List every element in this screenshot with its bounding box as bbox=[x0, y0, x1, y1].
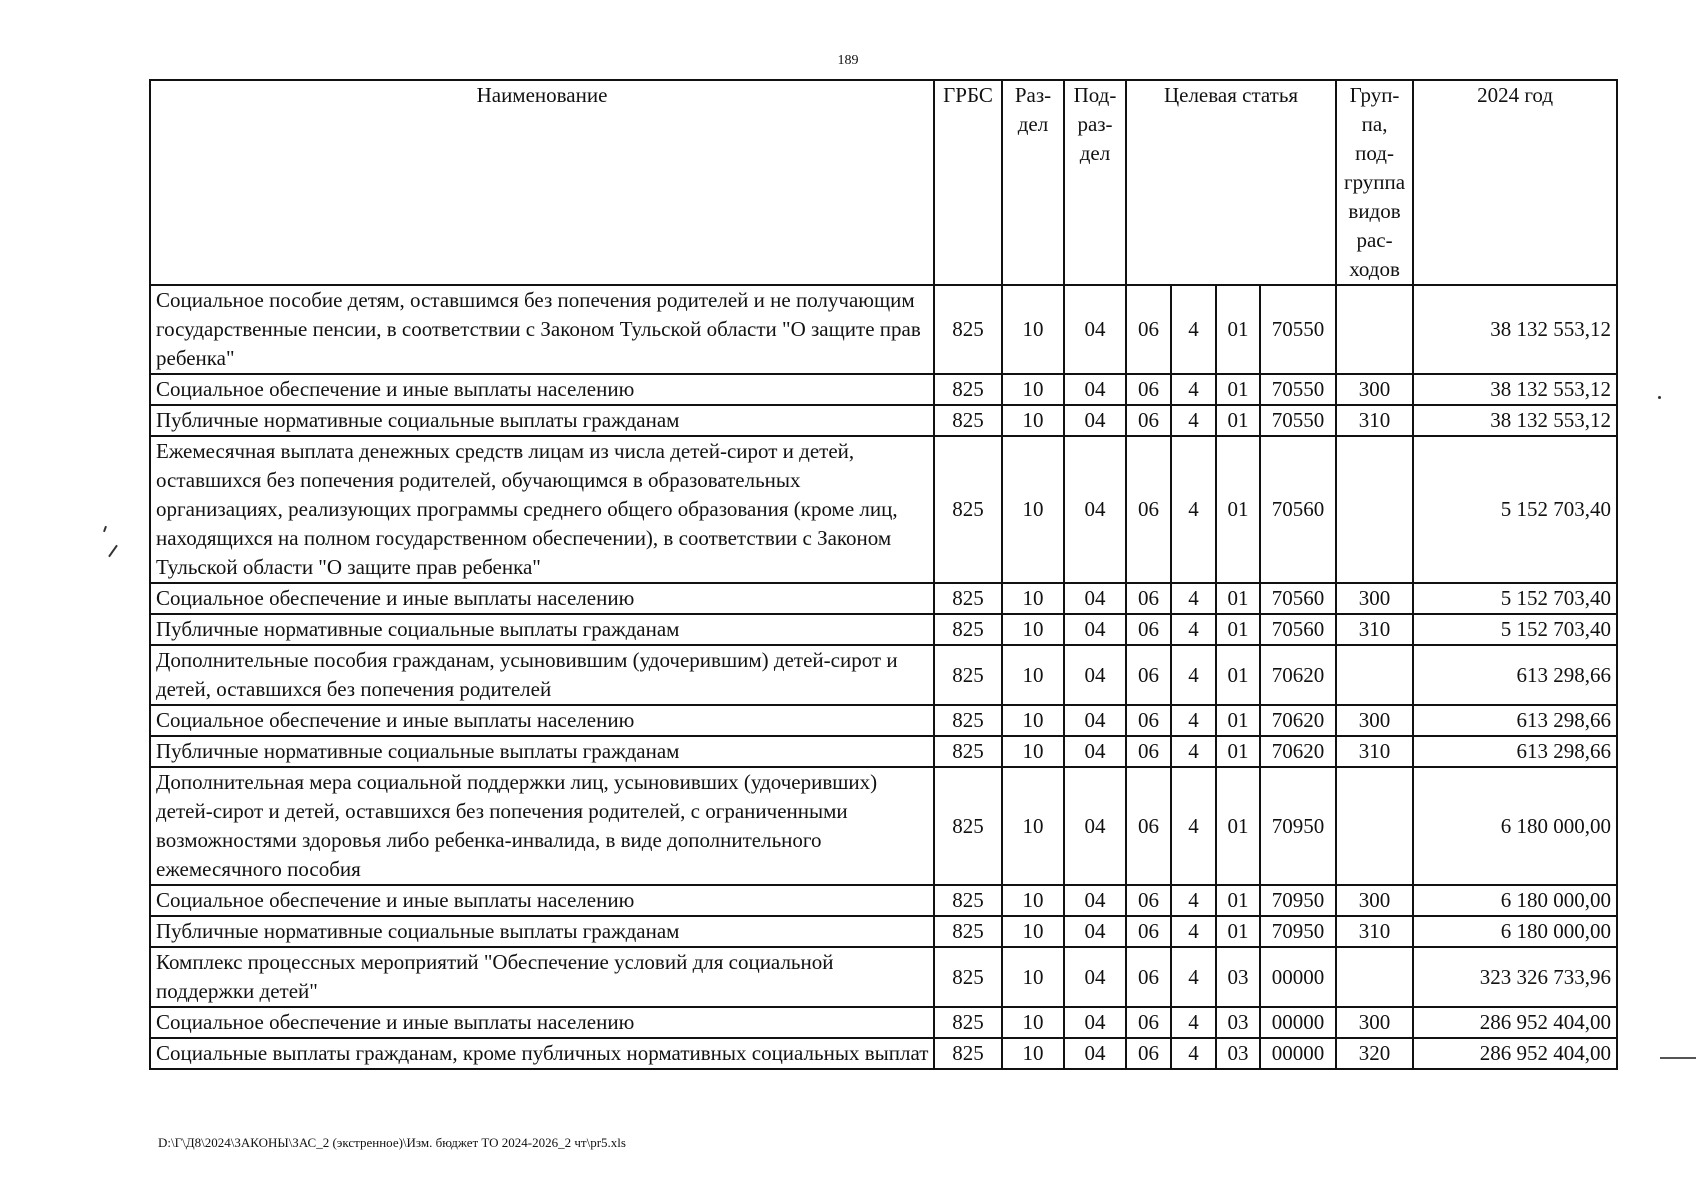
cell-name: Социальное пособие детям, оставшимся без попечения родителей и не получающим государственные пенсии, в соответствии с Законом Тульской области "О защите прав ребенка" bbox=[150, 285, 934, 374]
cell-target-type: 4 bbox=[1171, 767, 1216, 885]
cell-name: Дополнительная мера социальной поддержки лиц, усыновивших (удочеривших) детей-сирот и детей, оставшихся без попечения родителей, с ограниченными возможностями здоровья либо ребенка-инвалида, в виде дополнительного ежемесячного пособия bbox=[150, 767, 934, 885]
cell-amount: 6 180 000,00 bbox=[1413, 916, 1617, 947]
cell-razdel: 10 bbox=[1002, 614, 1064, 645]
cell-amount: 5 152 703,40 bbox=[1413, 583, 1617, 614]
table-body bbox=[150, 285, 1617, 1069]
cell-grbs: 825 bbox=[934, 1038, 1002, 1069]
table-row bbox=[150, 436, 1617, 583]
cell-target-complex: 01 bbox=[1216, 736, 1260, 767]
table-row bbox=[150, 885, 1617, 916]
cell-razdel: 10 bbox=[1002, 736, 1064, 767]
cell-target-direction: 70550 bbox=[1260, 285, 1336, 374]
cell-expense-group bbox=[1336, 767, 1413, 885]
cell-podrazdel: 04 bbox=[1064, 947, 1126, 1007]
cell-amount: 286 952 404,00 bbox=[1413, 1007, 1617, 1038]
cell-grbs: 825 bbox=[934, 285, 1002, 374]
scan-artifact bbox=[103, 526, 107, 532]
cell-podrazdel: 04 bbox=[1064, 767, 1126, 885]
cell-razdel: 10 bbox=[1002, 947, 1064, 1007]
budget-table bbox=[149, 79, 1618, 1070]
cell-target-direction: 70560 bbox=[1260, 436, 1336, 583]
cell-target-type: 4 bbox=[1171, 645, 1216, 705]
cell-expense-group: 300 bbox=[1336, 705, 1413, 736]
table-row bbox=[150, 645, 1617, 705]
cell-amount: 613 298,66 bbox=[1413, 645, 1617, 705]
cell-expense-group: 310 bbox=[1336, 916, 1413, 947]
cell-target-direction: 70950 bbox=[1260, 885, 1336, 916]
cell-amount: 6 180 000,00 bbox=[1413, 767, 1617, 885]
page-number: 189 bbox=[837, 53, 859, 68]
cell-grbs: 825 bbox=[934, 947, 1002, 1007]
header-grbs: ГРБС bbox=[934, 80, 1002, 285]
cell-target-direction: 70550 bbox=[1260, 374, 1336, 405]
scan-artifact bbox=[1660, 1057, 1696, 1059]
cell-target-complex: 01 bbox=[1216, 405, 1260, 436]
cell-razdel: 10 bbox=[1002, 436, 1064, 583]
cell-target-program: 06 bbox=[1126, 645, 1171, 705]
cell-podrazdel: 04 bbox=[1064, 916, 1126, 947]
header-name: Наименование bbox=[150, 80, 934, 285]
cell-podrazdel: 04 bbox=[1064, 374, 1126, 405]
cell-target-complex: 01 bbox=[1216, 705, 1260, 736]
cell-grbs: 825 bbox=[934, 885, 1002, 916]
cell-expense-group: 300 bbox=[1336, 583, 1413, 614]
cell-podrazdel: 04 bbox=[1064, 1038, 1126, 1069]
cell-name: Социальное обеспечение и иные выплаты населению bbox=[150, 1007, 934, 1038]
cell-target-complex: 01 bbox=[1216, 614, 1260, 645]
cell-target-type: 4 bbox=[1171, 916, 1216, 947]
cell-target-complex: 03 bbox=[1216, 947, 1260, 1007]
cell-target-type: 4 bbox=[1171, 705, 1216, 736]
cell-name: Социальное обеспечение и иные выплаты населению bbox=[150, 705, 934, 736]
table-row bbox=[150, 767, 1617, 885]
cell-razdel: 10 bbox=[1002, 1038, 1064, 1069]
cell-podrazdel: 04 bbox=[1064, 614, 1126, 645]
cell-amount: 323 326 733,96 bbox=[1413, 947, 1617, 1007]
cell-expense-group: 310 bbox=[1336, 736, 1413, 767]
table-row bbox=[150, 736, 1617, 767]
cell-expense-group: 300 bbox=[1336, 374, 1413, 405]
cell-expense-group: 320 bbox=[1336, 1038, 1413, 1069]
cell-target-program: 06 bbox=[1126, 374, 1171, 405]
cell-grbs: 825 bbox=[934, 645, 1002, 705]
cell-amount: 613 298,66 bbox=[1413, 705, 1617, 736]
cell-target-direction: 70550 bbox=[1260, 405, 1336, 436]
table-row bbox=[150, 1038, 1617, 1069]
cell-expense-group: 310 bbox=[1336, 405, 1413, 436]
cell-amount: 38 132 553,12 bbox=[1413, 405, 1617, 436]
cell-expense-group bbox=[1336, 947, 1413, 1007]
cell-amount: 38 132 553,12 bbox=[1413, 374, 1617, 405]
cell-target-complex: 01 bbox=[1216, 916, 1260, 947]
file-path-footer: D:\Г\Д8\2024\ЗАКОНЫ\ЗАС_2 (экстренное)\Изм. бюджет ТО 2024-2026_2 чт\pr5.xls bbox=[158, 1135, 626, 1150]
cell-expense-group: 300 bbox=[1336, 1007, 1413, 1038]
cell-target-complex: 01 bbox=[1216, 583, 1260, 614]
table-row bbox=[150, 916, 1617, 947]
cell-podrazdel: 04 bbox=[1064, 405, 1126, 436]
table-row bbox=[150, 614, 1617, 645]
cell-name: Публичные нормативные социальные выплаты гражданам bbox=[150, 405, 934, 436]
cell-target-complex: 01 bbox=[1216, 767, 1260, 885]
cell-target-program: 06 bbox=[1126, 736, 1171, 767]
cell-grbs: 825 bbox=[934, 767, 1002, 885]
cell-target-program: 06 bbox=[1126, 1007, 1171, 1038]
cell-target-program: 06 bbox=[1126, 285, 1171, 374]
cell-podrazdel: 04 bbox=[1064, 285, 1126, 374]
cell-name: Публичные нормативные социальные выплаты гражданам bbox=[150, 916, 934, 947]
cell-target-complex: 01 bbox=[1216, 436, 1260, 583]
cell-target-program: 06 bbox=[1126, 583, 1171, 614]
table-row bbox=[150, 405, 1617, 436]
cell-amount: 6 180 000,00 bbox=[1413, 885, 1617, 916]
cell-target-program: 06 bbox=[1126, 947, 1171, 1007]
cell-target-type: 4 bbox=[1171, 1007, 1216, 1038]
cell-podrazdel: 04 bbox=[1064, 1007, 1126, 1038]
cell-target-program: 06 bbox=[1126, 885, 1171, 916]
cell-target-program: 06 bbox=[1126, 1038, 1171, 1069]
cell-target-program: 06 bbox=[1126, 614, 1171, 645]
cell-target-direction: 70950 bbox=[1260, 916, 1336, 947]
cell-target-program: 06 bbox=[1126, 916, 1171, 947]
cell-amount: 38 132 553,12 bbox=[1413, 285, 1617, 374]
cell-expense-group bbox=[1336, 645, 1413, 705]
table-row bbox=[150, 374, 1617, 405]
cell-target-type: 4 bbox=[1171, 285, 1216, 374]
table-row bbox=[150, 583, 1617, 614]
cell-expense-group bbox=[1336, 436, 1413, 583]
cell-name: Социальные выплаты гражданам, кроме публичных нормативных социальных выплат bbox=[150, 1038, 934, 1069]
cell-amount: 5 152 703,40 bbox=[1413, 436, 1617, 583]
cell-podrazdel: 04 bbox=[1064, 645, 1126, 705]
cell-target-direction: 70620 bbox=[1260, 645, 1336, 705]
cell-podrazdel: 04 bbox=[1064, 885, 1126, 916]
cell-target-complex: 03 bbox=[1216, 1038, 1260, 1069]
cell-podrazdel: 04 bbox=[1064, 583, 1126, 614]
cell-target-direction: 70620 bbox=[1260, 705, 1336, 736]
cell-target-type: 4 bbox=[1171, 736, 1216, 767]
cell-target-direction: 70560 bbox=[1260, 614, 1336, 645]
scan-artifact bbox=[108, 545, 118, 558]
cell-grbs: 825 bbox=[934, 583, 1002, 614]
cell-expense-group: 300 bbox=[1336, 885, 1413, 916]
header-year: 2024 год bbox=[1413, 80, 1617, 285]
cell-grbs: 825 bbox=[934, 705, 1002, 736]
cell-target-type: 4 bbox=[1171, 614, 1216, 645]
cell-target-program: 06 bbox=[1126, 436, 1171, 583]
cell-amount: 613 298,66 bbox=[1413, 736, 1617, 767]
cell-target-complex: 03 bbox=[1216, 1007, 1260, 1038]
cell-grbs: 825 bbox=[934, 436, 1002, 583]
cell-target-type: 4 bbox=[1171, 947, 1216, 1007]
cell-amount: 5 152 703,40 bbox=[1413, 614, 1617, 645]
cell-razdel: 10 bbox=[1002, 767, 1064, 885]
header-target-article: Целевая статья bbox=[1126, 80, 1336, 285]
header-podrazdel: Под- раз- дел bbox=[1064, 80, 1126, 285]
cell-razdel: 10 bbox=[1002, 916, 1064, 947]
cell-target-type: 4 bbox=[1171, 436, 1216, 583]
cell-razdel: 10 bbox=[1002, 705, 1064, 736]
table-row bbox=[150, 947, 1617, 1007]
cell-target-program: 06 bbox=[1126, 705, 1171, 736]
cell-name: Социальное обеспечение и иные выплаты населению bbox=[150, 583, 934, 614]
cell-grbs: 825 bbox=[934, 374, 1002, 405]
cell-target-direction: 70620 bbox=[1260, 736, 1336, 767]
cell-grbs: 825 bbox=[934, 916, 1002, 947]
cell-name: Ежемесячная выплата денежных средств лицам из числа детей-сирот и детей, оставшихся без попечения родителей, обучающимся в образовательных организациях, реализующих программы среднего общего образования (кроме лиц, находящихся на полном государственном обеспечении), в соответствии с Законом Тульской области "О защите прав ребенка" bbox=[150, 436, 934, 583]
cell-target-direction: 00000 bbox=[1260, 947, 1336, 1007]
cell-target-complex: 01 bbox=[1216, 285, 1260, 374]
cell-target-direction: 00000 bbox=[1260, 1038, 1336, 1069]
table-row bbox=[150, 1007, 1617, 1038]
cell-podrazdel: 04 bbox=[1064, 436, 1126, 583]
table-header-row bbox=[150, 80, 1617, 285]
cell-target-type: 4 bbox=[1171, 374, 1216, 405]
cell-name: Публичные нормативные социальные выплаты гражданам bbox=[150, 614, 934, 645]
cell-target-complex: 01 bbox=[1216, 885, 1260, 916]
cell-target-type: 4 bbox=[1171, 885, 1216, 916]
cell-razdel: 10 bbox=[1002, 405, 1064, 436]
header-expense-group: Груп- па, под- группа видов рас- ходов bbox=[1336, 80, 1413, 285]
cell-razdel: 10 bbox=[1002, 285, 1064, 374]
cell-name: Социальное обеспечение и иные выплаты населению bbox=[150, 885, 934, 916]
scan-artifact bbox=[1658, 396, 1661, 399]
cell-target-type: 4 bbox=[1171, 583, 1216, 614]
cell-expense-group: 310 bbox=[1336, 614, 1413, 645]
cell-razdel: 10 bbox=[1002, 885, 1064, 916]
cell-target-direction: 70950 bbox=[1260, 767, 1336, 885]
cell-name: Дополнительные пособия гражданам, усыновившим (удочерившим) детей-сирот и детей, оставшихся без попечения родителей bbox=[150, 645, 934, 705]
cell-grbs: 825 bbox=[934, 1007, 1002, 1038]
cell-podrazdel: 04 bbox=[1064, 736, 1126, 767]
cell-grbs: 825 bbox=[934, 405, 1002, 436]
cell-target-direction: 70560 bbox=[1260, 583, 1336, 614]
table-row bbox=[150, 285, 1617, 374]
cell-target-complex: 01 bbox=[1216, 374, 1260, 405]
cell-name: Комплекс процессных мероприятий "Обеспечение условий для социальной поддержки детей" bbox=[150, 947, 934, 1007]
cell-name: Публичные нормативные социальные выплаты гражданам bbox=[150, 736, 934, 767]
cell-name: Социальное обеспечение и иные выплаты населению bbox=[150, 374, 934, 405]
cell-razdel: 10 bbox=[1002, 1007, 1064, 1038]
cell-razdel: 10 bbox=[1002, 583, 1064, 614]
cell-target-type: 4 bbox=[1171, 405, 1216, 436]
cell-razdel: 10 bbox=[1002, 374, 1064, 405]
cell-target-program: 06 bbox=[1126, 767, 1171, 885]
header-razdel: Раз- дел bbox=[1002, 80, 1064, 285]
cell-grbs: 825 bbox=[934, 614, 1002, 645]
table-row bbox=[150, 705, 1617, 736]
cell-target-complex: 01 bbox=[1216, 645, 1260, 705]
cell-target-direction: 00000 bbox=[1260, 1007, 1336, 1038]
cell-grbs: 825 bbox=[934, 736, 1002, 767]
cell-expense-group bbox=[1336, 285, 1413, 374]
cell-podrazdel: 04 bbox=[1064, 705, 1126, 736]
cell-target-type: 4 bbox=[1171, 1038, 1216, 1069]
cell-target-program: 06 bbox=[1126, 405, 1171, 436]
cell-razdel: 10 bbox=[1002, 645, 1064, 705]
cell-amount: 286 952 404,00 bbox=[1413, 1038, 1617, 1069]
